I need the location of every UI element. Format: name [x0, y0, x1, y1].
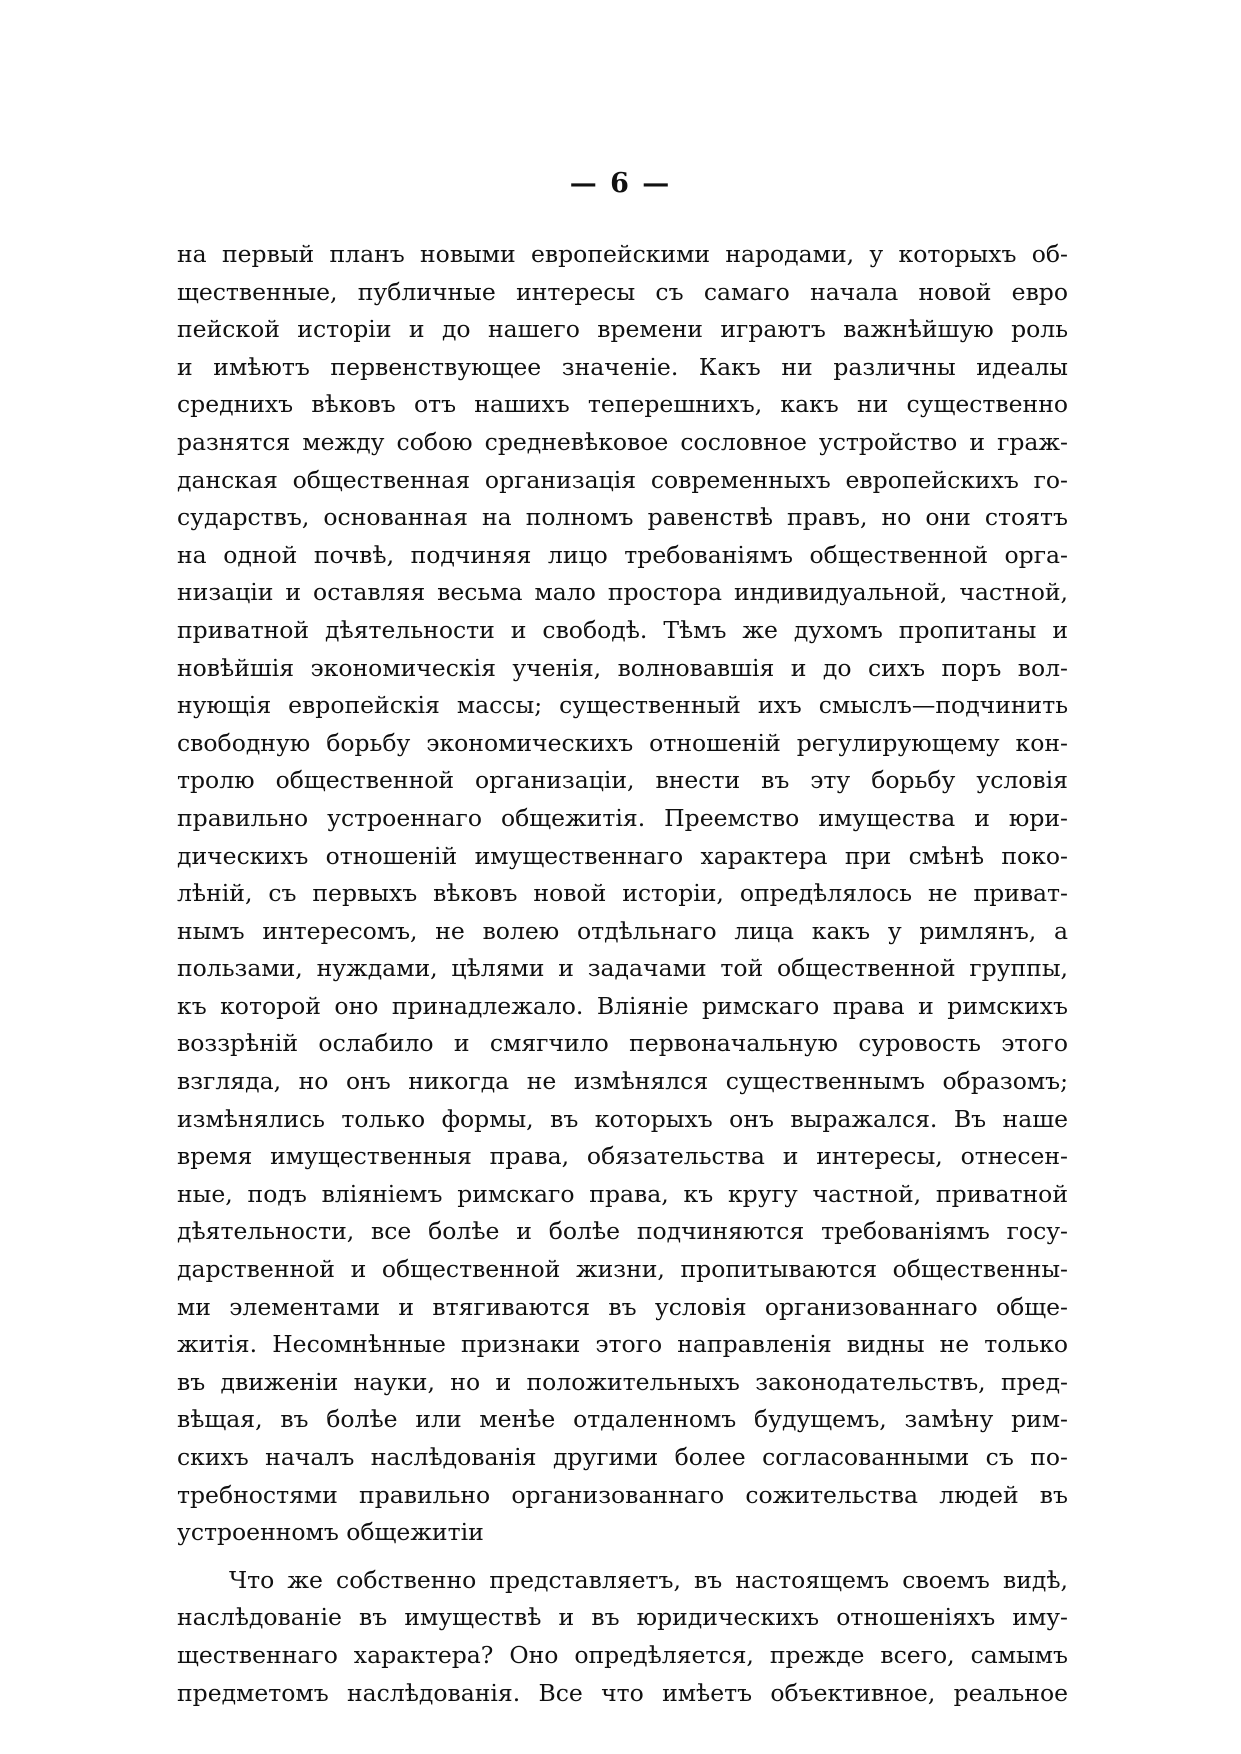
text-line: скихъ началъ наслѣдованія другими более согласованными съ по-	[177, 1443, 1068, 1471]
text-line: на первый планъ новыми европейскими народами, у которыхъ об-	[177, 240, 1068, 268]
text-line: щественные, публичные интересы съ самаго начала новой евро	[177, 277, 1068, 306]
text-line: свободную борьбу экономическихъ отношеній регулирующему кон-	[177, 728, 1068, 757]
text-line: среднихъ вѣковъ отъ нашихъ теперешнихъ, какъ ни существенно	[177, 390, 1068, 419]
text-line: разнятся между собою средневѣковое сословное устройство и граж-	[177, 427, 1068, 456]
text-line: на одной почвѣ, подчиняя лицо требованіямъ общественной орга-	[177, 540, 1068, 569]
text-line: житія. Несомнѣнные признаки этого направленія видны не только	[177, 1330, 1068, 1359]
text-line: пейской исторіи и до нашего времени играютъ важнѣйшую роль	[177, 315, 1068, 344]
text-line: правильно устроеннаго общежитія. Преемство имущества и юри-	[177, 803, 1068, 832]
text-line: къ которой оно принадлежало. Вліяніе римскаго права и римскихъ	[177, 991, 1068, 1020]
text-line: вѣщая, въ болѣе или менѣе отдаленномъ будущемъ, замѣну рим-	[177, 1405, 1068, 1434]
paragraph-gap	[177, 1552, 1068, 1562]
text-line: воззрѣній ослабило и смягчило первоначальную суровость этого	[177, 1029, 1068, 1058]
text-line: нующія европейскія массы; существенный ихъ смыслъ—подчинить	[177, 691, 1068, 720]
text-line: предметомъ наслѣдованія. Все что имѣетъ объективное, реальное	[177, 1678, 1068, 1707]
text-line: ные, подъ вліяніемъ римскаго права, къ кругу частной, приватной	[177, 1179, 1068, 1208]
text-line: тролю общественной организаціи, внести въ эту борьбу условія	[177, 766, 1068, 795]
text-line: низаціи и оставляя весьма мало простора индивидуальной, частной,	[177, 578, 1068, 607]
text-line: требностями правильно организованнаго сожительства людей въ	[177, 1480, 1068, 1509]
text-line: Что же собственно представляетъ, въ настоящемъ своемъ видѣ,	[229, 1565, 1068, 1594]
text-line: дарственной и общественной жизни, пропитываются общественны-	[177, 1255, 1068, 1284]
body-text	[177, 236, 1068, 1712]
text-line: сударствъ, основанная на полномъ равенствѣ правъ, но они стоятъ	[177, 503, 1068, 532]
text-line: нымъ интересомъ, не волею отдѣльнаго лица какъ у римлянъ, а	[177, 916, 1068, 945]
text-line: измѣнялись только формы, въ которыхъ онъ выражался. Въ наше	[177, 1104, 1068, 1133]
text-line: время имущественныя права, обязательства и интересы, отнесен-	[177, 1142, 1068, 1171]
text-line: дѣятельности, все болѣе и болѣе подчиняются требованіямъ госу-	[177, 1217, 1068, 1246]
text-line: приватной дѣятельности и свободѣ. Тѣмъ же духомъ пропитаны и	[177, 615, 1068, 644]
paragraph-1	[177, 236, 1068, 1552]
text-line: пользами, нуждами, цѣлями и задачами той общественной группы,	[177, 954, 1068, 983]
text-line: дическихъ отношеній имущественнаго характера при смѣнѣ поко-	[177, 841, 1068, 870]
text-line: наслѣдованіе въ имуществѣ и въ юридическихъ отношеніяхъ иму-	[177, 1603, 1068, 1632]
text-line: новѣйшія экономическія ученія, волновавшія и до сихъ поръ вол-	[177, 653, 1068, 682]
text-line: лѣній, съ первыхъ вѣковъ новой исторіи, опредѣлялось не приват-	[177, 879, 1068, 908]
text-line: и имѣютъ первенствующее значеніе. Какъ ни различны идеалы	[177, 352, 1068, 381]
page-number: — 6 —	[569, 168, 672, 199]
text-line: устроенномъ общежитіи	[177, 1518, 484, 1547]
text-line: ми элементами и втягиваются въ условія организованнаго обще-	[177, 1292, 1068, 1321]
text-line: данская общественная организація современныхъ европейскихъ го-	[177, 465, 1068, 494]
text-line: щественнаго характера? Оно опредѣляется, прежде всего, самымъ	[177, 1640, 1068, 1669]
paragraph-2	[177, 1562, 1068, 1712]
text-line: взгляда, но онъ никогда не измѣнялся существеннымъ образомъ;	[177, 1067, 1068, 1096]
text-line: въ движеніи науки, но и положительныхъ законодательствъ, пред-	[177, 1367, 1068, 1396]
